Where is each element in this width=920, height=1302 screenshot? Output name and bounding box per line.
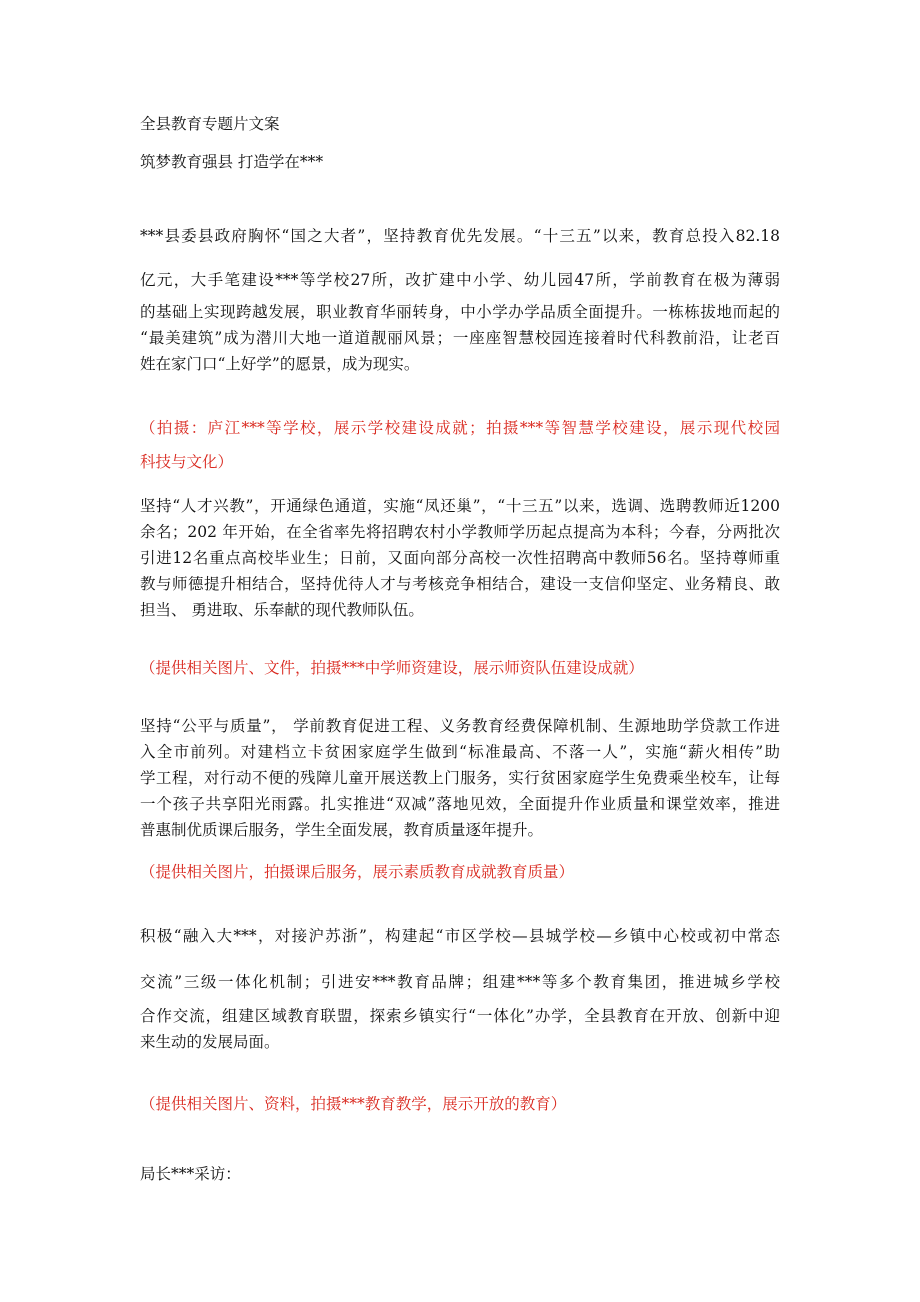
paragraph-line: 坚持“人才兴教”，开通绿色通道，实施“凤还巢”，“十三五”以来，选调、选聘教师近1200 <box>140 497 780 515</box>
paragraph-line: 姓在家门口“上好学”的愿景，成为现实。 <box>140 355 420 373</box>
paragraph-line: 教与师德提升相结合，坚持优待人才与考核竞争相结合，建设一支信仰坚定、业务精良、敢 <box>140 575 780 593</box>
interview-heading: 局长***采访： <box>140 1165 241 1183</box>
paragraph-line: 亿元，大手笔建设***等学校27所，改扩建中小学、幼儿园47所，学前教育在极为薄弱 <box>140 271 780 289</box>
paragraph-line: 学工程，对行动不便的残障儿童开展送教上门服务，实行贫困家庭学生免费乘坐校车，让每 <box>140 769 780 787</box>
paragraph-line: 入全市前列。对建档立卡贫困家庭学生做到“标准最高、不落一人”，实施“薪火相传”助 <box>140 743 780 761</box>
paragraph-line: 的基础上实现跨越发展，职业教育华丽转身，中小学办学品质全面提升。一栋栋拔地而起的 <box>140 303 780 321</box>
doc-title: 全县教育专题片文案 <box>140 115 280 133</box>
paragraph-line: 合作交流，组建区域教育联盟，探索乡镇实行“一体化”办学，全县教育在开放、创新中迎 <box>140 1007 780 1025</box>
paragraph-line: 来生动的发展局面。 <box>140 1033 280 1051</box>
doc-subtitle: 筑梦教育强县 打造学在*** <box>140 153 324 171</box>
paragraph-line: 交流”三级一体化机制；引进安***教育品牌；组建***等多个教育集团，推进城乡学校 <box>140 973 780 991</box>
paragraph-line: 一个孩子共享阳光雨露。扎实推进“双减”落地见效，全面提升作业质量和课堂效率，推进 <box>140 795 780 813</box>
shooting-note: （提供相关图片、文件，拍摄***中学师资建设，展示师资队伍建设成就） <box>140 659 644 677</box>
paragraph-line: 引进12名重点高校毕业生；日前，又面向部分高校一次性招聘高中教师56名。坚持尊师重 <box>140 549 780 567</box>
paragraph-line: ***县委县政府胸怀“国之大者”，坚持教育优先发展。“十三五”以来，教育总投入82.18 <box>140 227 780 245</box>
paragraph-line: 坚持“公平与质量”， 学前教育促进工程、义务教育经费保障机制、生源地助学贷款工作进 <box>140 717 780 735</box>
paragraph-line: 余名；202 年开始，在全省率先将招聘农村小学教师学历起点提高为本科；今春，分两批次 <box>140 523 780 541</box>
paragraph-line: 积极“融入大***，对接沪苏浙”，构建起“市区学校—县城学校—乡镇中心校或初中常态 <box>140 927 780 945</box>
shooting-note: （提供相关图片、资料，拍摄***教育教学，展示开放的教育） <box>140 1095 567 1113</box>
shooting-note: （提供相关图片，拍摄课后服务，展示素质教育成就教育质量） <box>140 863 575 881</box>
paragraph-line: 普惠制优质课后服务，学生全面发展，教育质量逐年提升。 <box>140 821 544 839</box>
shooting-note: 科技与文化） <box>140 453 234 471</box>
paragraph-line: 担当、 勇进取、乐奉献的现代教师队伍。 <box>140 601 424 619</box>
shooting-note: （拍摄：庐江***等学校，展示学校建设成就；拍摄***等智慧学校建设，展示现代校园 <box>140 419 780 437</box>
paragraph-line: “最美建筑”成为潜川大地一道道靓丽风景；一座座智慧校园连接着时代科教前沿，让老百 <box>140 329 780 347</box>
